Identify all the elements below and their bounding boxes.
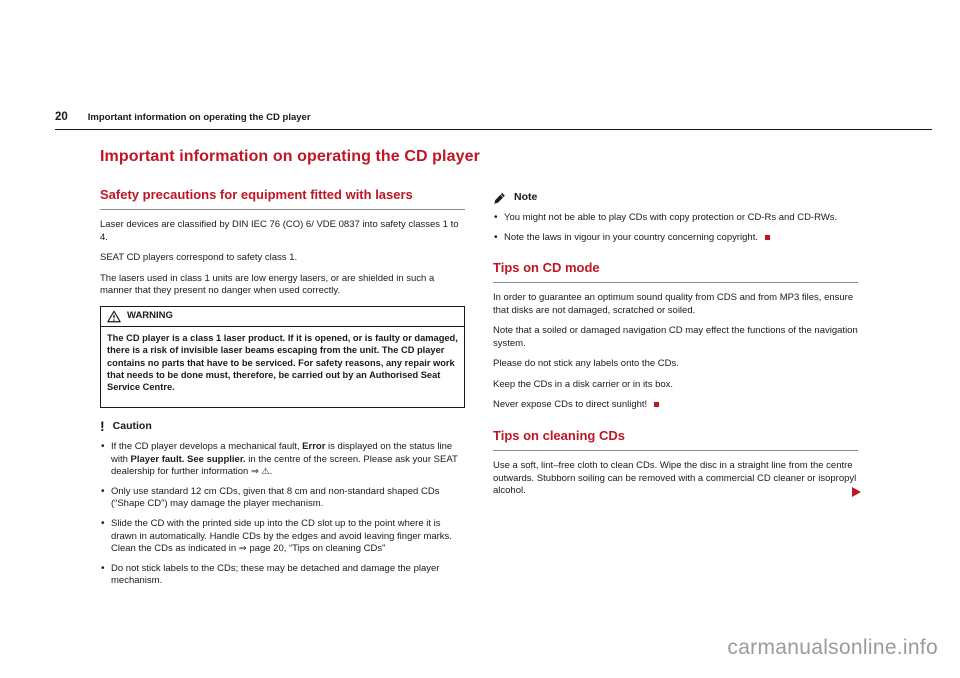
right-column <box>493 187 858 598</box>
continuation-arrow <box>852 487 861 497</box>
note-bullet-list <box>493 212 858 244</box>
paragraph: Keep the CDs in a disk carrier or in its box. <box>493 378 674 390</box>
paragraph: The lasers used in class 1 units are low energy lasers, or are shielded in such a manner that they present no danger when used correctly. <box>100 272 435 297</box>
warning-label: WARNING <box>127 310 173 322</box>
caution-bullet <box>100 441 465 479</box>
text-run: If the CD player develops a mechanical fault, <box>111 441 303 453</box>
running-header-title: Important information on operating the CD player <box>87 112 311 123</box>
section-heading-tips-cd-mode: Tips on CD mode <box>493 260 858 283</box>
caution-label: Caution <box>112 420 152 433</box>
caution-section <box>100 420 465 587</box>
warning-header <box>101 307 464 327</box>
caution-bullet: • Only use standard 12 cm CDs, given that 8 cm and non-standard shaped CDs (“Shape CD”) may damage the player mechanism. <box>100 486 465 511</box>
text-run: . <box>269 466 273 478</box>
paragraph: Use a soft, lint–free cloth to clean CDs. Wipe the disc in a straight line from the centre outwards. Stubborn soiling can be removed with a commercial CD cleaner or isopropyl alcohol. <box>493 460 857 497</box>
paragraph: Please do not stick any labels onto the CDs. <box>493 358 679 370</box>
paragraph: SEAT CD players correspond to safety class 1. <box>100 252 298 264</box>
text-run: in the centre of the screen. Please ask your SEAT dealership for further information ⇒ <box>111 453 458 478</box>
page-number: 20 <box>55 111 68 123</box>
text-run: Never expose CDs to direct sunlight! <box>493 399 648 411</box>
paragraph: Laser devices are classified by DIN IEC 76 (CO) 6/ VDE 0837 into safety classes 1 to 4. <box>100 219 459 243</box>
caution-bullet: • Do not stick labels to the CDs; these may be detached and damage the player mechanism. <box>100 563 465 588</box>
section-heading-safety-precautions: Safety precautions for equipment fitted with lasers <box>100 187 465 210</box>
caution-bullet: • Slide the CD with the printed side up into the CD slot up to the point where it is drawn in automatically. Handle CDs by the edges and avoid leaving finger marks. Clean the CDs as indicated in ⇒ page 20, “Tips on cleaning CDs” <box>100 518 465 556</box>
paragraph <box>493 399 858 412</box>
page-content <box>100 146 858 598</box>
section-end-marker <box>765 235 770 240</box>
running-header <box>55 110 932 130</box>
paragraph: In order to guarantee an optimum sound quality from CDS and from MP3 files, ensure that disks are not damaged, scratched or soiled. <box>493 292 854 316</box>
watermark: carmanualsonline.info <box>727 636 938 660</box>
error-code-text: Error <box>302 441 326 453</box>
inline-warning-icon: ⚠ <box>261 466 270 477</box>
warning-triangle-icon <box>107 310 121 323</box>
note-bullet: • You might not be able to play CDs with copy protection or CD-Rs and CD-RWs. <box>493 212 858 225</box>
exclamation-icon: ! <box>100 418 105 435</box>
section-heading-tips-cleaning-cds: Tips on cleaning CDs <box>493 428 858 451</box>
section-end-marker <box>654 402 659 407</box>
warning-box <box>100 306 465 408</box>
text-run: Note the laws in vigour in your country concerning copyright. <box>504 231 758 243</box>
screen-message-text: Player fault. See supplier. <box>130 453 246 465</box>
note-icon <box>493 192 506 205</box>
caution-header <box>100 420 465 434</box>
warning-text: The CD player is a class 1 laser product. If it is opened, or is faulty or damaged, there is a risk of invisible laser beams escaping from the unit. The CD player contains no parts that have to be serviced. For safety reasons, any repair work that needs to be done must, therefore, be carried out by an Authorised Seat Service Centre. <box>107 333 458 393</box>
note-bullet <box>493 232 858 245</box>
left-column <box>100 187 465 598</box>
paragraph: Note that a soiled or damaged navigation CD may effect the functions of the navigation system. <box>493 325 858 349</box>
note-label: Note <box>514 191 538 204</box>
note-header <box>493 191 858 205</box>
page-title: Important information on operating the CD player <box>100 148 480 165</box>
text-run: is displayed on the status line with <box>111 441 453 465</box>
note-section <box>493 191 858 244</box>
two-column-layout <box>100 187 858 598</box>
caution-bullet-list <box>100 441 465 587</box>
